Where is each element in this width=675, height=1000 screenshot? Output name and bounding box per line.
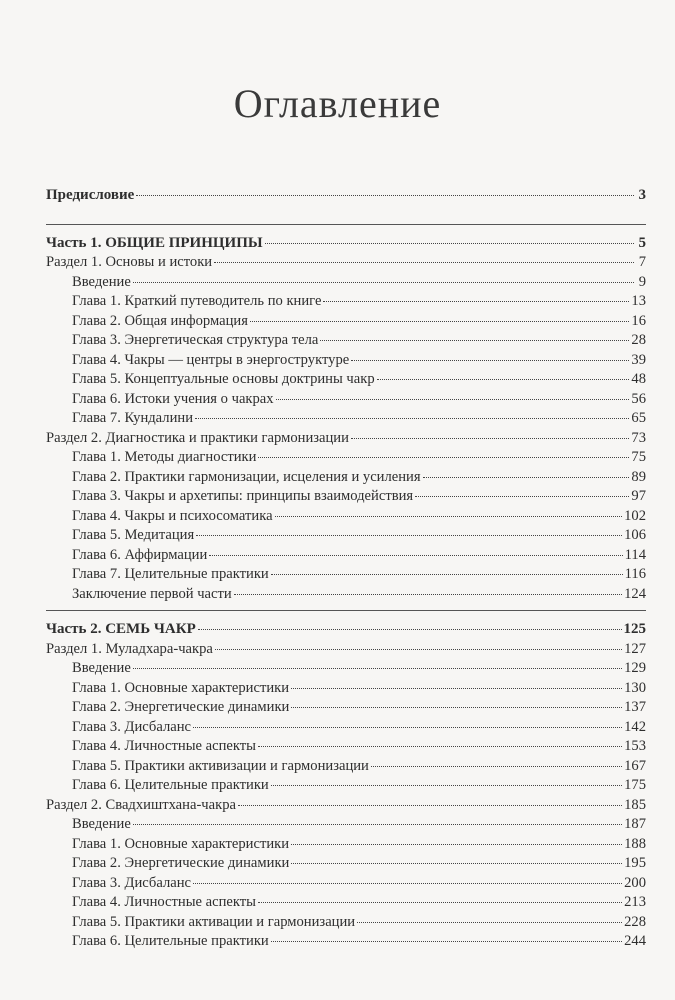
- toc-entry[interactable]: [46, 640, 646, 660]
- toc-entry-page: 167: [624, 757, 646, 774]
- toc-entry[interactable]: [46, 854, 646, 874]
- dot-leader: [133, 824, 622, 825]
- toc-entry-label: Глава 4. Чакры — центры в энергоструктуре: [72, 351, 350, 368]
- dot-leader: [351, 438, 629, 439]
- toc-entry[interactable]: [46, 507, 646, 527]
- toc-entry[interactable]: [46, 234, 646, 254]
- toc-entry-label: Глава 7. Кундалини: [72, 410, 194, 426]
- toc-entry-label: Часть 2. СЕМЬ ЧАКР: [46, 621, 196, 637]
- toc-entry-label: Глава 4. Личностные аспекты: [72, 738, 256, 754]
- toc-entry-label: Глава 1. Основные характеристики: [72, 835, 290, 852]
- toc-entry-label: Предисловие: [46, 187, 135, 203]
- toc-entry[interactable]: [46, 679, 646, 699]
- toc-entry-label: Глава 2. Энергетические динамики: [72, 855, 290, 871]
- toc-entry-page: 106: [624, 527, 646, 543]
- toc-entry-page: 3: [638, 187, 646, 203]
- toc-entry[interactable]: [46, 776, 646, 796]
- toc-entry[interactable]: [46, 718, 646, 738]
- dot-leader: [238, 805, 622, 806]
- dot-leader: [133, 282, 634, 283]
- dot-leader: [209, 555, 622, 556]
- dot-leader: [258, 746, 622, 747]
- toc-entry[interactable]: [46, 273, 646, 293]
- toc-entry-label: Введение: [72, 816, 131, 832]
- dot-leader: [291, 863, 622, 864]
- toc-entry-page: 124: [624, 585, 646, 602]
- toc-entry-label: Глава 2. Практики гармонизации, исцеления и усиления: [72, 468, 421, 485]
- toc-entry-label: Глава 4. Личностные аспекты: [72, 894, 256, 910]
- dot-leader: [198, 629, 622, 630]
- toc-entry[interactable]: [46, 757, 646, 777]
- dot-leader: [371, 766, 622, 767]
- toc-entry-page: 200: [624, 874, 646, 891]
- dot-leader: [357, 922, 622, 923]
- toc-entry-label: Глава 2. Общая информация: [72, 312, 248, 329]
- toc-entry-label: Глава 7. Целительные практики: [72, 566, 269, 582]
- dot-leader: [351, 360, 629, 361]
- page-title: Оглавление: [233, 81, 442, 126]
- toc-entry-page: 97: [631, 488, 646, 504]
- toc-entry-label: Глава 1. Краткий путеводитель по книге: [72, 293, 322, 309]
- toc-entry[interactable]: [46, 370, 646, 390]
- dot-leader: [215, 649, 622, 650]
- toc-entry[interactable]: [46, 487, 646, 507]
- toc-entry-page: 175: [624, 777, 646, 793]
- dot-leader: [275, 516, 623, 517]
- toc-entry-page: 187: [624, 816, 646, 832]
- toc-entry-label: Глава 6. Целительные практики: [72, 933, 269, 949]
- toc-entry-label: Глава 5. Концептуальные основы доктрины чакр: [72, 371, 375, 387]
- dot-leader: [423, 477, 630, 478]
- toc-entry-page: 13: [631, 293, 646, 309]
- toc-entry[interactable]: [46, 448, 646, 468]
- toc-entry[interactable]: [46, 429, 646, 449]
- toc-entry-label: Раздел 1. Муладхара-чакра: [46, 640, 213, 657]
- toc-entry-page: 228: [624, 913, 646, 930]
- toc-entry-page: 188: [624, 835, 646, 852]
- dot-leader: [291, 688, 622, 689]
- toc-entry-label: Глава 5. Практики активизации и гармонизации: [72, 757, 369, 774]
- toc-entry-label: Глава 3. Энергетическая структура тела: [72, 332, 319, 348]
- toc-entry-label: Глава 4. Чакры и психосоматика: [72, 507, 273, 524]
- toc-entry[interactable]: [46, 312, 646, 332]
- toc-entry-page: 125: [623, 621, 646, 637]
- toc-entry-page: 56: [631, 390, 646, 407]
- toc-entry-label: Глава 1. Методы диагностики: [72, 449, 257, 465]
- toc-entry-page: 153: [624, 738, 646, 754]
- toc-entry-label: Глава 3. Дисбаланс: [72, 874, 192, 891]
- dot-leader: [415, 496, 629, 497]
- toc-entry[interactable]: [46, 893, 646, 913]
- toc-entry[interactable]: [46, 468, 646, 488]
- toc-entry-page: 75: [631, 449, 646, 465]
- section-divider: [46, 224, 646, 225]
- toc-entry-label: Глава 6. Аффирмации: [72, 546, 208, 563]
- toc-entry-page: 89: [631, 468, 646, 485]
- toc-entry[interactable]: [46, 390, 646, 410]
- toc-entry-label: Глава 5. Практики активации и гармонизации: [72, 913, 356, 930]
- dot-leader: [133, 668, 622, 669]
- toc-entry[interactable]: [46, 585, 646, 605]
- toc-entry[interactable]: [46, 565, 646, 585]
- toc-entry[interactable]: [46, 409, 646, 429]
- toc-entry[interactable]: [46, 331, 646, 351]
- toc-entry-label: Введение: [72, 660, 131, 676]
- toc-entry[interactable]: [46, 186, 646, 206]
- toc-entry[interactable]: [46, 835, 646, 855]
- section-divider: [46, 610, 646, 611]
- dot-leader: [271, 785, 622, 786]
- toc-entry-page: 129: [624, 660, 646, 676]
- toc-entry-page: 28: [631, 332, 646, 348]
- toc-entry[interactable]: [46, 659, 646, 679]
- dot-leader: [323, 301, 629, 302]
- toc-entry-label: Глава 5. Медитация: [72, 527, 195, 543]
- toc-entry[interactable]: [46, 526, 646, 546]
- toc-entry-page: 9: [638, 273, 646, 290]
- toc-entry-label: Глава 1. Основные характеристики: [72, 679, 290, 696]
- toc-entry-page: 102: [624, 507, 646, 524]
- toc-entry-page: 116: [624, 566, 646, 582]
- toc-entry-label: Глава 6. Истоки учения о чакрах: [72, 390, 274, 407]
- dot-leader: [276, 399, 630, 400]
- toc-entry[interactable]: [46, 913, 646, 933]
- dot-leader: [291, 707, 622, 708]
- dot-leader: [377, 379, 630, 380]
- toc-entry-label: Глава 3. Чакры и архетипы: принципы взаимодействия: [72, 488, 414, 504]
- dot-leader: [196, 535, 622, 536]
- toc-entry-page: 185: [624, 796, 646, 813]
- dot-leader: [234, 594, 622, 595]
- dot-leader: [193, 883, 622, 884]
- dot-leader: [271, 574, 623, 575]
- toc-entry-page: 142: [624, 718, 646, 735]
- toc-entry-page: 39: [631, 351, 646, 368]
- toc-entry[interactable]: [46, 546, 646, 566]
- toc-entry[interactable]: [46, 620, 646, 640]
- table-of-contents: [46, 186, 646, 952]
- toc-entry-label: Глава 3. Дисбаланс: [72, 718, 192, 735]
- dot-leader: [136, 195, 634, 196]
- toc-entry-page: 244: [624, 933, 646, 949]
- toc-entry-page: 213: [624, 894, 646, 910]
- toc-entry-page: 5: [638, 234, 646, 251]
- toc-entry[interactable]: [46, 737, 646, 757]
- toc-entry-label: Глава 6. Целительные практики: [72, 777, 269, 793]
- toc-entry-label: Раздел 1. Основы и истоки: [46, 254, 213, 270]
- toc-entry-page: 48: [631, 371, 646, 387]
- toc-entry[interactable]: [46, 815, 646, 835]
- toc-entry-page: 130: [624, 679, 646, 696]
- toc-entry-page: 137: [624, 699, 646, 715]
- toc-entry-page: 127: [624, 640, 646, 657]
- toc-entry-page: 73: [631, 429, 646, 446]
- dot-leader: [320, 340, 629, 341]
- dot-leader: [195, 418, 629, 419]
- toc-entry-page: 114: [624, 546, 646, 563]
- toc-entry-label: Глава 2. Энергетические динамики: [72, 699, 290, 715]
- dot-leader: [250, 321, 629, 322]
- toc-entry-page: 195: [624, 855, 646, 871]
- toc-entry-page: 7: [638, 254, 646, 270]
- toc-entry-label: Часть 1. ОБЩИЕ ПРИНЦИПЫ: [46, 234, 263, 251]
- toc-entry-page: 16: [631, 312, 646, 329]
- toc-entry[interactable]: [46, 932, 646, 952]
- dot-leader: [193, 727, 622, 728]
- toc-entry[interactable]: [46, 796, 646, 816]
- toc-entry-label: Введение: [72, 273, 131, 290]
- dot-leader: [271, 941, 622, 942]
- toc-entry-label: Раздел 2. Свадхиштхана-чакра: [46, 796, 236, 813]
- toc-entry-label: Заключение первой части: [72, 585, 232, 602]
- toc-entry[interactable]: [46, 874, 646, 894]
- toc-entry-page: 65: [631, 410, 646, 426]
- dot-leader: [214, 262, 634, 263]
- toc-entry[interactable]: [46, 351, 646, 371]
- toc-entry[interactable]: [46, 698, 646, 718]
- dot-leader: [265, 243, 634, 244]
- dot-leader: [258, 902, 622, 903]
- dot-leader: [291, 844, 622, 845]
- toc-entry[interactable]: [46, 292, 646, 312]
- toc-entry-label: Раздел 2. Диагностика и практики гармонизации: [46, 429, 349, 446]
- toc-entry[interactable]: [46, 253, 646, 273]
- dot-leader: [258, 457, 629, 458]
